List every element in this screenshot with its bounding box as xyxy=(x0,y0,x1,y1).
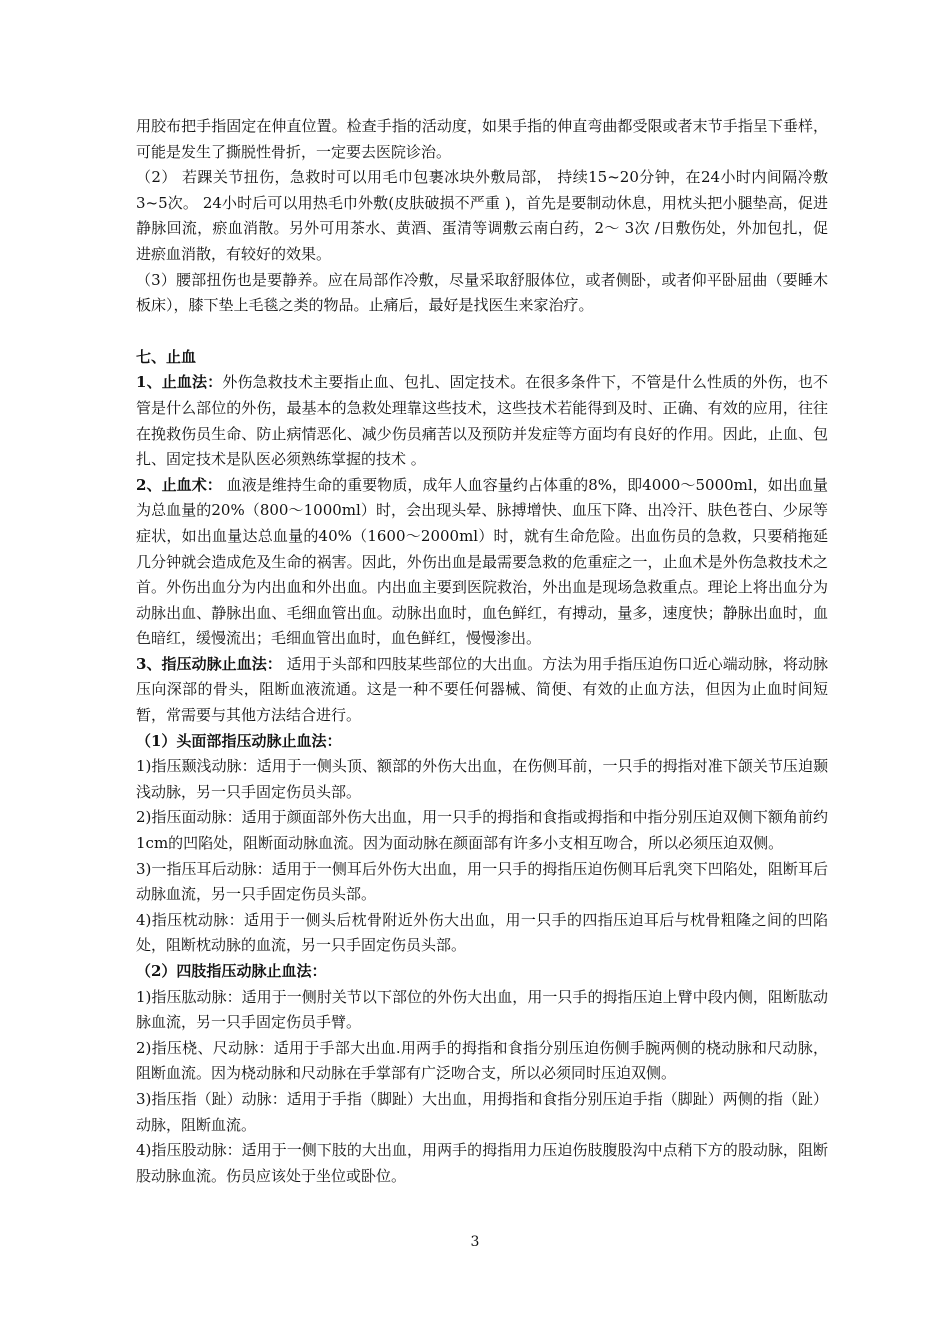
list-item: 3)一指压耳后动脉：适用于一侧耳后外伤大出血，用一只手的拇指压迫伤侧耳后乳突下凹陷处，阻断耳后动脉血流，另一只手固定伤员头部。 xyxy=(136,859,828,904)
list-item: 4)指压股动脉：适用于一侧下肢的大出血，用两手的拇指用力压迫伤肢腹股沟中点稍下方的股动脉，阻断股动脉血流。伤员应该处于坐位或卧位。 xyxy=(136,1141,828,1185)
list-item: 3)指压指（趾）动脉：适用于手指（脚趾）大出血，用拇指和食指分别压迫手指（脚趾）两侧的指（趾）动脉，阻断血流。 xyxy=(136,1089,828,1134)
paragraph-ankle-sprain: （2） 若踝关节扭伤，急救时可以用毛巾包裹冰块外敷局部， 持续15~20分钟，在24小时内间隔冷敷3~5次。 24小时后可以用热毛巾外敷(皮肤破损不严重 )，首先是要制动休息，用枕头把小腿垫高，促进静脉回流，瘀血消散。另外可用茶水、黄酒、蛋清等调敷云南白药，2～ 3次 /日敷伤处，外加包扎，促进瘀血消散，有较好的效果。 xyxy=(136,168,828,263)
spacer xyxy=(136,319,828,345)
item-finger-pressure xyxy=(136,652,828,729)
list-item: 1)指压肱动脉：适用于一侧肘关节以下部位的外伤大出血，用一只手的拇指压迫上臂中段内侧，阻断肱动脉血流，另一只手固定伤员手臂。 xyxy=(136,987,828,1032)
section-title: 七、止血 xyxy=(136,347,197,366)
list-item: 1)指压颞浅动脉：适用于一侧头顶、额部的外伤大出血，在伤侧耳前，一只手的拇指对准下颌关节压迫颞浅动脉，另一只手固定伤员头部。 xyxy=(136,757,828,801)
list-item: 4)指压枕动脉：适用于一侧头后枕骨附近外伤大出血，用一只手的四指压迫耳后与枕骨粗隆之间的凹陷处，阻断枕动脉的血流，另一只手固定伤员头部。 xyxy=(136,910,828,955)
list-item: 2)指压面动脉：适用于颜面部外伤大出血，用一只手的拇指和食指或拇指和中指分别压迫双侧下额角前约1cm的凹陷处，阻断面动脉血流。因为面动脉在颜面部有许多小支相互吻合，所以必须压迫双侧。 xyxy=(136,808,828,853)
page-number: 3 xyxy=(470,1234,480,1250)
item-hemostasis-method xyxy=(136,370,828,472)
item-hemostasis-technique xyxy=(136,473,828,652)
item-label: 2、止血术： xyxy=(136,475,222,494)
subsection-limbs-title: （2）四肢指压动脉止血法： xyxy=(136,962,327,980)
list-item: 2)指压桡、尺动脉：适用于手部大出血.用两手的拇指和食指分别压迫伤侧手腕两侧的桡动脉和尺动脉，阻断血流。因为桡动脉和尺动脉在手掌部有广泛吻合支，所以必须同时压迫双侧。 xyxy=(136,1038,828,1083)
item-label: 1、止血法： xyxy=(136,373,223,392)
item-text: 适用于头部和四肢某些部位的大出血。方法为用手指压迫伤口近心端动脉，将动脉压向深部的骨头，阻断血液流通。这是一种不要任何器械、简便、有效的止血方法，但因为止血时间短暂，常需要与其他方法结合进行。 xyxy=(136,654,828,725)
paragraph-finger-fixation: 用胶布把手指固定在伸直位置。检查手指的活动度，如果手指的伸直弯曲都受限或者末节手指呈下垂样，可能是发生了撕脱性骨折，一定要去医院诊治。 xyxy=(136,117,828,161)
paragraph-waist-sprain: （3）腰部扭伤也是要静养。应在局部作冷敷，尽量采取舒服体位，或者侧卧，或者仰平卧屈曲（要睡木板床），膝下垫上毛毯之类的物品。止痛后，最好是找医生来家治疗。 xyxy=(136,270,828,315)
item-text: 血液是维持生命的重要物质，成年人血容量约占体重的8%，即4000～5000ml，如出血量为总血量的20%（800～1000ml）时，会出现头晕、脉搏增快、血压下降、出冷汗、肤色苍白、少尿等症状，如出血量达总血量的40%（1600～2000ml）时，就有生命危险。出血伤员的急救，只要稍拖延几分钟就会造成危及生命的祸害。因此，外伤出血是最需要急救的危重症之一，止血术是外伤急救技术之首。外伤出血分为内出血和外出血。内出血主要到医院救治，外出血是现场急救重点。理论上将出血分为动脉出血、静脉出血、毛细血管出血。动脉出血时，血色鲜红，有搏动，量多，速度快；静脉出血时，血色暗红，缓慢流出；毛细血管出血时，血色鲜红，慢慢渗出。 xyxy=(136,475,828,648)
item-label: 3、指压动脉止血法： xyxy=(136,654,282,673)
page-content xyxy=(136,114,828,1189)
subsection-head-face-title: （1）头面部指压动脉止血法： xyxy=(136,731,342,750)
item-text: 外伤急救技术主要指止血、包扎、固定技术。在很多条件下，不管是什么性质的外伤，也不管是什么部位的外伤，最基本的急救处理靠这些技术，这些技术若能得到及时、正确、有效的应用，往往在挽救伤员生命、防止病情恶化、减少伤员痛苦以及预防并发症等方面均有良好的作用。因此，止血、包扎、固定技术是队医必须熟练掌握的技术 。 xyxy=(136,373,828,469)
